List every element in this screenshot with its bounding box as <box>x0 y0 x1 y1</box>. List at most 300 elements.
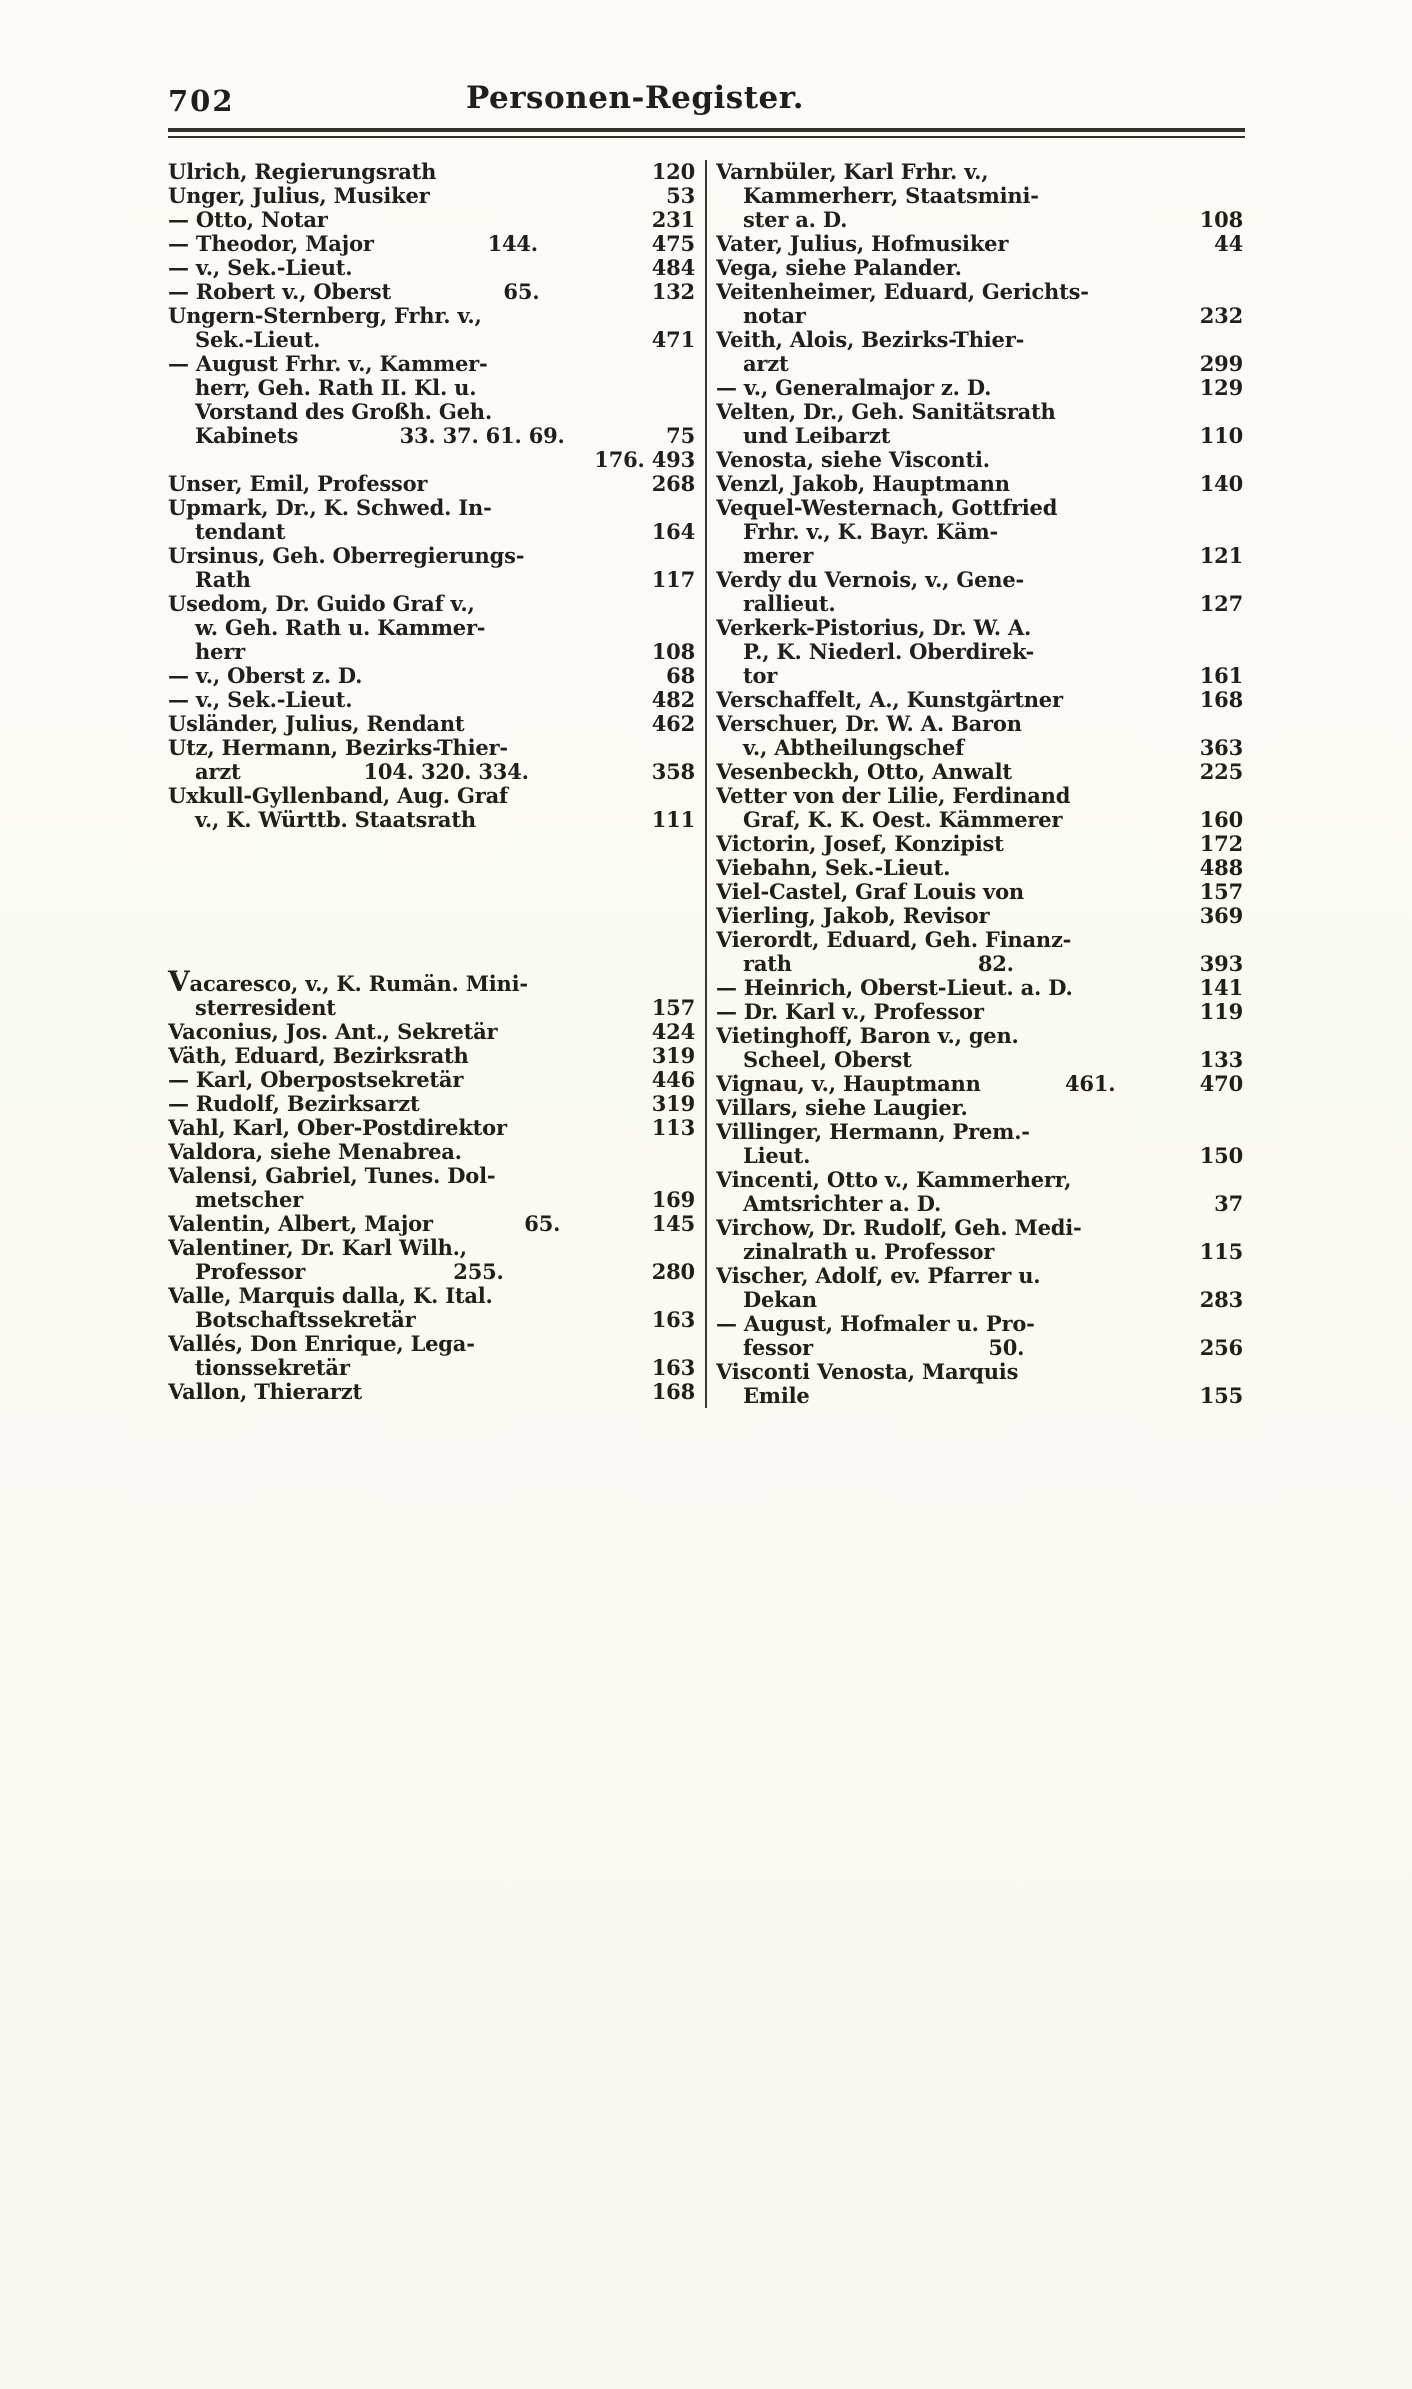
entry-text: Villars, siehe Laugier. <box>716 1095 968 1120</box>
entry-line <box>168 1236 695 1260</box>
entry-line <box>168 965 695 998</box>
entry-page-number: 446 <box>651 1067 695 1092</box>
entry-line <box>168 520 695 544</box>
index-entry <box>716 784 1243 832</box>
index-entry <box>168 1212 695 1236</box>
entry-line <box>716 832 1243 856</box>
index-entry <box>168 1044 695 1068</box>
entry-line <box>716 808 1243 832</box>
entry-page-inline: 65. <box>524 1211 561 1236</box>
entry-page-number: 172 <box>1199 831 1243 856</box>
entry-line <box>168 568 695 592</box>
entry-text: P., K. Niederl. Oberdirek- <box>743 639 1035 664</box>
entry-page-number: 225 <box>1199 759 1243 784</box>
index-entry <box>168 208 695 232</box>
index-entry <box>716 880 1243 904</box>
entry-text: Unger, Julius, Musiker <box>168 183 430 208</box>
entry-text: Verdy du Vernois, v., Gene- <box>716 567 1025 592</box>
entry-line <box>168 448 695 472</box>
entry-line <box>716 928 1243 952</box>
entry-line <box>168 376 695 400</box>
header-rule-thin <box>168 136 1245 138</box>
entry-page-number: 129 <box>1199 375 1243 400</box>
entry-text: Vierordt, Eduard, Geh. Finanz- <box>716 927 1072 952</box>
entry-text: ster a. D. <box>743 207 848 232</box>
entry-page-number: 176. 493 <box>594 447 695 472</box>
index-entry <box>168 592 695 664</box>
entry-line <box>716 1360 1243 1384</box>
index-entry <box>168 184 695 208</box>
entry-line <box>168 160 695 184</box>
entry-page-number: 140 <box>1199 471 1243 496</box>
entry-line <box>716 1312 1243 1336</box>
entry-page-inline: 461. <box>1065 1071 1116 1096</box>
entry-page-number: 462 <box>651 711 695 736</box>
entry-text: Vietinghoff, Baron v., gen. <box>716 1023 1019 1048</box>
entry-line <box>168 352 695 376</box>
entry-page-number: 280 <box>651 1259 695 1284</box>
entry-page-number: 117 <box>651 567 695 592</box>
entry-line <box>716 304 1243 328</box>
index-entry <box>716 232 1243 256</box>
entry-text: Veith, Alois, Bezirks-Thier- <box>716 327 1025 352</box>
entry-text: Visconti Venosta, Marquis <box>716 1359 1019 1384</box>
entry-page-number: 169 <box>651 1187 695 1212</box>
entry-line <box>716 760 1243 784</box>
entry-page-number: 299 <box>1199 351 1243 376</box>
entry-text: Emile <box>743 1383 810 1408</box>
index-entry <box>716 472 1243 496</box>
entry-page-number: 232 <box>1199 303 1243 328</box>
entry-line <box>168 232 695 256</box>
entry-line <box>716 1264 1243 1288</box>
entry-line <box>168 1260 695 1284</box>
entry-text: Valentin, Albert, Major <box>168 1211 433 1236</box>
entry-text: Villinger, Hermann, Prem.- <box>716 1119 1030 1144</box>
column-divider <box>705 160 707 1408</box>
index-entry <box>716 1096 1243 1120</box>
entry-text: Scheel, Oberst <box>743 1047 912 1072</box>
entry-line <box>716 256 1243 280</box>
index-entry <box>716 376 1243 400</box>
entry-line <box>168 736 695 760</box>
entry-text: Valensi, Gabriel, Tunes. Dol- <box>168 1163 496 1188</box>
entry-line <box>716 1120 1243 1144</box>
index-entry <box>168 1164 695 1212</box>
entry-line <box>716 856 1243 880</box>
entry-text: Dekan <box>743 1287 817 1312</box>
entry-page-number: 108 <box>1199 207 1243 232</box>
entry-line <box>168 1044 695 1068</box>
entry-line <box>716 568 1243 592</box>
entry-page-number: 150 <box>1199 1143 1243 1168</box>
entry-page-number: 482 <box>651 687 695 712</box>
entry-text: Vesenbeckh, Otto, Anwalt <box>716 759 1012 784</box>
entry-line <box>716 592 1243 616</box>
entry-text: Varnbüler, Karl Frhr. v., <box>716 159 989 184</box>
entry-page-number: 358 <box>651 759 695 784</box>
entry-text: Uxkull-Gyllenband, Aug. Graf <box>168 783 508 808</box>
entry-line <box>168 1164 695 1188</box>
entry-line <box>168 1308 695 1332</box>
entry-page-number: 119 <box>1199 999 1243 1024</box>
index-entry <box>716 1312 1243 1360</box>
index-entry <box>716 1024 1243 1072</box>
entry-text: Ursinus, Geh. Oberregierungs- <box>168 543 525 568</box>
entry-text: tor <box>743 663 778 688</box>
index-entry <box>716 976 1243 1000</box>
entry-page-number: 157 <box>1199 879 1243 904</box>
entry-page-number: 319 <box>651 1091 695 1116</box>
index-entry <box>168 232 695 256</box>
entry-text: Utz, Hermann, Bezirks-Thier- <box>168 735 508 760</box>
entry-text: Veitenheimer, Eduard, Gerichts- <box>716 279 1089 304</box>
entry-text: — Karl, Oberpostsekretär <box>168 1067 464 1092</box>
entry-page-number: 133 <box>1199 1047 1243 1072</box>
entry-line <box>716 160 1243 184</box>
entry-line <box>716 184 1243 208</box>
entry-page-number: 110 <box>1199 423 1243 448</box>
entry-text: — August, Hofmaler u. Pro- <box>716 1311 1035 1336</box>
entry-page-inline: 104. 320. 334. <box>363 759 529 784</box>
entry-text: rath <box>743 951 792 976</box>
entry-line <box>716 496 1243 520</box>
index-entry <box>716 496 1243 568</box>
entry-line <box>716 232 1243 256</box>
index-entry <box>168 1236 695 1284</box>
entry-text: Vallés, Don Enrique, Lega- <box>168 1331 475 1356</box>
index-columns <box>168 160 1245 1408</box>
index-entry <box>168 712 695 736</box>
entry-text: Frhr. v., K. Bayr. Käm- <box>743 519 999 544</box>
entry-page-number: 168 <box>651 1379 695 1404</box>
entry-line <box>168 1380 695 1404</box>
entry-line <box>168 400 695 424</box>
index-entry <box>716 616 1243 688</box>
index-entry <box>716 1264 1243 1312</box>
index-entry <box>716 856 1243 880</box>
entry-page-number: 132 <box>651 279 695 304</box>
index-entry <box>716 400 1243 448</box>
index-entry <box>716 1072 1243 1096</box>
entry-text: Upmark, Dr., K. Schwed. In- <box>168 495 492 520</box>
entry-line <box>716 1288 1243 1312</box>
entry-line <box>168 544 695 568</box>
entry-page-number: 471 <box>651 327 695 352</box>
page-title: Personen-Register. <box>466 80 805 116</box>
entry-text: Vequel-Westernach, Gottfried <box>716 495 1058 520</box>
page-number: 702 <box>168 84 235 118</box>
index-entry <box>716 832 1243 856</box>
entry-line <box>168 1284 695 1308</box>
entry-text: w. Geh. Rath u. Kammer- <box>195 615 486 640</box>
index-entry <box>716 712 1243 760</box>
entry-line <box>168 996 695 1020</box>
entry-page-number: 127 <box>1199 591 1243 616</box>
entry-page-inline: 50. <box>988 1335 1025 1360</box>
entry-line <box>716 424 1243 448</box>
entry-text: Vallon, Thierarzt <box>168 1379 363 1404</box>
index-entry <box>168 256 695 280</box>
entry-text: sterresident <box>195 995 336 1020</box>
index-entry <box>168 736 695 784</box>
entry-text: Virchow, Dr. Rudolf, Geh. Medi- <box>716 1215 1082 1240</box>
entry-line <box>168 208 695 232</box>
entry-page-number: 157 <box>651 995 695 1020</box>
entry-line <box>716 952 1243 976</box>
entry-text: Ungern-Sternberg, Frhr. v., <box>168 303 482 328</box>
entry-page-number: 475 <box>651 231 695 256</box>
index-entry <box>716 568 1243 616</box>
index-entry <box>168 1020 695 1044</box>
entry-line <box>716 1024 1243 1048</box>
entry-page-inline: 82. <box>977 951 1014 976</box>
entry-line <box>168 1332 695 1356</box>
entry-line <box>716 712 1243 736</box>
entry-page-inline: 144. <box>487 231 538 256</box>
entry-text: v., K. Württb. Staatsrath <box>195 807 476 832</box>
entry-line <box>168 1020 695 1044</box>
entry-page-number: 120 <box>651 159 695 184</box>
entry-text: Venzl, Jakob, Hauptmann <box>716 471 1010 496</box>
entry-page-number: 268 <box>651 471 695 496</box>
entry-page-inline: 255. <box>453 1259 504 1284</box>
entry-line <box>716 448 1243 472</box>
entry-line <box>168 328 695 352</box>
entry-line <box>716 976 1243 1000</box>
entry-page-number: 121 <box>1199 543 1243 568</box>
entry-text: Usedom, Dr. Guido Graf v., <box>168 591 475 616</box>
index-entry <box>168 472 695 496</box>
entry-line <box>716 376 1243 400</box>
index-entry <box>168 280 695 304</box>
index-entry <box>716 1168 1243 1216</box>
entry-text: Ulrich, Regierungsrath <box>168 159 437 184</box>
entry-line <box>716 520 1243 544</box>
entry-text: notar <box>743 303 806 328</box>
entry-text: tendant <box>195 519 286 544</box>
entry-text: — v., Generalmajor z. D. <box>716 375 992 400</box>
entry-line <box>716 1048 1243 1072</box>
entry-text: arzt <box>743 351 789 376</box>
page-header <box>168 80 1245 120</box>
index-entry <box>716 1120 1243 1168</box>
entry-line <box>168 1116 695 1140</box>
entry-text: Vega, siehe Palander. <box>716 255 962 280</box>
index-entry <box>716 928 1243 976</box>
entry-text: Amtsrichter a. D. <box>743 1191 942 1216</box>
entry-page-number: 111 <box>651 807 695 832</box>
entry-line <box>168 688 695 712</box>
index-entry <box>716 280 1243 328</box>
index-entry <box>168 496 695 544</box>
entry-line <box>168 1092 695 1116</box>
entry-text: Victorin, Josef, Konzipist <box>716 831 1004 856</box>
entry-text: Valentiner, Dr. Karl Wilh., <box>168 1235 467 1260</box>
entry-text: — v., Sek.-Lieut. <box>168 687 353 712</box>
right-column <box>716 160 1243 1408</box>
entry-text: tionssekretär <box>195 1355 350 1380</box>
entry-text: Vaconius, Jos. Ant., Sekretär <box>168 1019 498 1044</box>
entry-text: Vischer, Adolf, ev. Pfarrer u. <box>716 1263 1041 1288</box>
entry-text: — Robert v., Oberst <box>168 279 392 304</box>
index-entry <box>168 544 695 592</box>
entry-text: Usländer, Julius, Rendant <box>168 711 465 736</box>
entry-page-number: 115 <box>1199 1239 1243 1264</box>
entry-page-number: 145 <box>651 1211 695 1236</box>
entry-line <box>168 760 695 784</box>
index-entry <box>168 1380 695 1404</box>
entry-line <box>716 1192 1243 1216</box>
index-entry <box>168 1116 695 1140</box>
entry-page-number: 484 <box>651 255 695 280</box>
index-entry <box>168 1284 695 1332</box>
entry-line <box>716 544 1243 568</box>
entry-line <box>716 1216 1243 1240</box>
entry-line <box>716 736 1243 760</box>
entry-text: Botschaftssekretär <box>195 1307 416 1332</box>
entry-text: Kabinets <box>195 423 299 448</box>
entry-text: Viebahn, Sek.-Lieut. <box>716 855 951 880</box>
entry-line <box>168 592 695 616</box>
entry-page-number: 37 <box>1214 1191 1243 1216</box>
entry-page-number: 141 <box>1199 975 1243 1000</box>
entry-line <box>716 328 1243 352</box>
entry-page-number: 160 <box>1199 807 1243 832</box>
entry-text: — Theodor, Major <box>168 231 374 256</box>
entry-page-number: 163 <box>651 1355 695 1380</box>
entry-page-number: 161 <box>1199 663 1243 688</box>
entry-line <box>716 280 1243 304</box>
entry-text: Vacaresco, v., K. Rumän. Mini- <box>168 965 528 998</box>
entry-line <box>716 784 1243 808</box>
entry-text: fessor <box>743 1335 813 1360</box>
entry-line <box>716 688 1243 712</box>
index-entry <box>168 965 695 1020</box>
entry-text: metscher <box>195 1187 303 1212</box>
entry-line <box>716 1336 1243 1360</box>
entry-line <box>716 640 1243 664</box>
entry-text: Vincenti, Otto v., Kammerherr, <box>716 1167 1072 1192</box>
entry-line <box>716 400 1243 424</box>
entry-text: Väth, Eduard, Bezirksrath <box>168 1043 469 1068</box>
header-rule-thick <box>168 128 1245 132</box>
entry-page-number: 470 <box>1199 1071 1243 1096</box>
entry-text: — August Frhr. v., Kammer- <box>168 351 488 376</box>
entry-text: — v., Sek.-Lieut. <box>168 255 353 280</box>
entry-text: Verschuer, Dr. W. A. Baron <box>716 711 1022 736</box>
entry-text: Verkerk-Pistorius, Dr. W. A. <box>716 615 1032 640</box>
index-entry <box>716 160 1243 232</box>
entry-text: rallieut. <box>743 591 836 616</box>
entry-line <box>168 280 695 304</box>
entry-line <box>168 712 695 736</box>
entry-line <box>168 616 695 640</box>
entry-page-number: 164 <box>651 519 695 544</box>
entry-text: und Leibarzt <box>743 423 891 448</box>
index-entry <box>716 328 1243 376</box>
entry-line <box>716 880 1243 904</box>
entry-text: Viel-Castel, Graf Louis von <box>716 879 1024 904</box>
entry-line <box>168 1188 695 1212</box>
entry-page-number: 108 <box>651 639 695 664</box>
entry-line <box>168 256 695 280</box>
entry-line <box>716 1000 1243 1024</box>
entry-text: zinalrath u. Professor <box>743 1239 995 1264</box>
entry-text: Valdora, siehe Menabrea. <box>168 1139 462 1164</box>
entry-line <box>168 640 695 664</box>
entry-text: Vahl, Karl, Ober-Postdirektor <box>168 1115 507 1140</box>
entry-text: Lieut. <box>743 1143 811 1168</box>
entry-page-number: 256 <box>1199 1335 1243 1360</box>
index-entry <box>168 664 695 688</box>
entry-line <box>168 424 695 448</box>
entry-text: — Rudolf, Bezirksarzt <box>168 1091 420 1116</box>
entry-text: Valle, Marquis dalla, K. Ital. <box>168 1283 493 1308</box>
entry-line <box>168 808 695 832</box>
entry-line <box>716 1168 1243 1192</box>
entry-line <box>168 784 695 808</box>
entry-text: — Dr. Karl v., Professor <box>716 999 984 1024</box>
entry-text: Sek.-Lieut. <box>195 327 321 352</box>
entry-line <box>168 664 695 688</box>
section-initial: V <box>168 965 190 998</box>
entry-text: Vater, Julius, Hofmusiker <box>716 231 1009 256</box>
entry-page-number: 75 <box>666 423 695 448</box>
entry-text: herr <box>195 639 245 664</box>
entry-text: Graf, K. K. Oest. Kämmerer <box>743 807 1063 832</box>
index-entry <box>716 448 1243 472</box>
entry-line <box>716 664 1243 688</box>
index-entry <box>716 1216 1243 1264</box>
entry-text: — Otto, Notar <box>168 207 328 232</box>
entry-page-number: 319 <box>651 1043 695 1068</box>
entry-line <box>168 1356 695 1380</box>
entry-text: Venosta, siehe Visconti. <box>716 447 990 472</box>
entry-page-inline: 33. 37. 61. 69. <box>399 423 565 448</box>
entry-page-number: 369 <box>1199 903 1243 928</box>
entry-line <box>716 472 1243 496</box>
entry-line <box>168 1212 695 1236</box>
index-entry <box>168 1140 695 1164</box>
entry-page-number: 163 <box>651 1307 695 1332</box>
entry-line <box>716 1072 1243 1096</box>
entry-page-number: 113 <box>651 1115 695 1140</box>
entry-line <box>716 352 1243 376</box>
entry-text: Unser, Emil, Professor <box>168 471 428 496</box>
entry-line <box>168 1068 695 1092</box>
entry-text: herr, Geh. Rath II. Kl. u. <box>195 375 477 400</box>
left-column <box>168 160 695 1408</box>
entry-page-inline: 65. <box>503 279 540 304</box>
index-entry <box>716 1000 1243 1024</box>
entry-page-number: 283 <box>1199 1287 1243 1312</box>
entry-page-number: 155 <box>1199 1383 1243 1408</box>
entry-text: Vorstand des Großh. Geh. <box>195 399 492 424</box>
entry-line <box>716 1384 1243 1408</box>
entry-line <box>716 1240 1243 1264</box>
entry-text: Verschaffelt, A., Kunstgärtner <box>716 687 1063 712</box>
index-entry <box>168 1068 695 1092</box>
index-entry <box>716 256 1243 280</box>
entry-text: — Heinrich, Oberst-Lieut. a. D. <box>716 975 1073 1000</box>
index-entry <box>168 688 695 712</box>
entry-page-number: 424 <box>651 1019 695 1044</box>
index-entry <box>168 160 695 184</box>
entry-text: Professor <box>195 1259 306 1284</box>
entry-page-number: 44 <box>1214 231 1243 256</box>
index-entry <box>716 760 1243 784</box>
